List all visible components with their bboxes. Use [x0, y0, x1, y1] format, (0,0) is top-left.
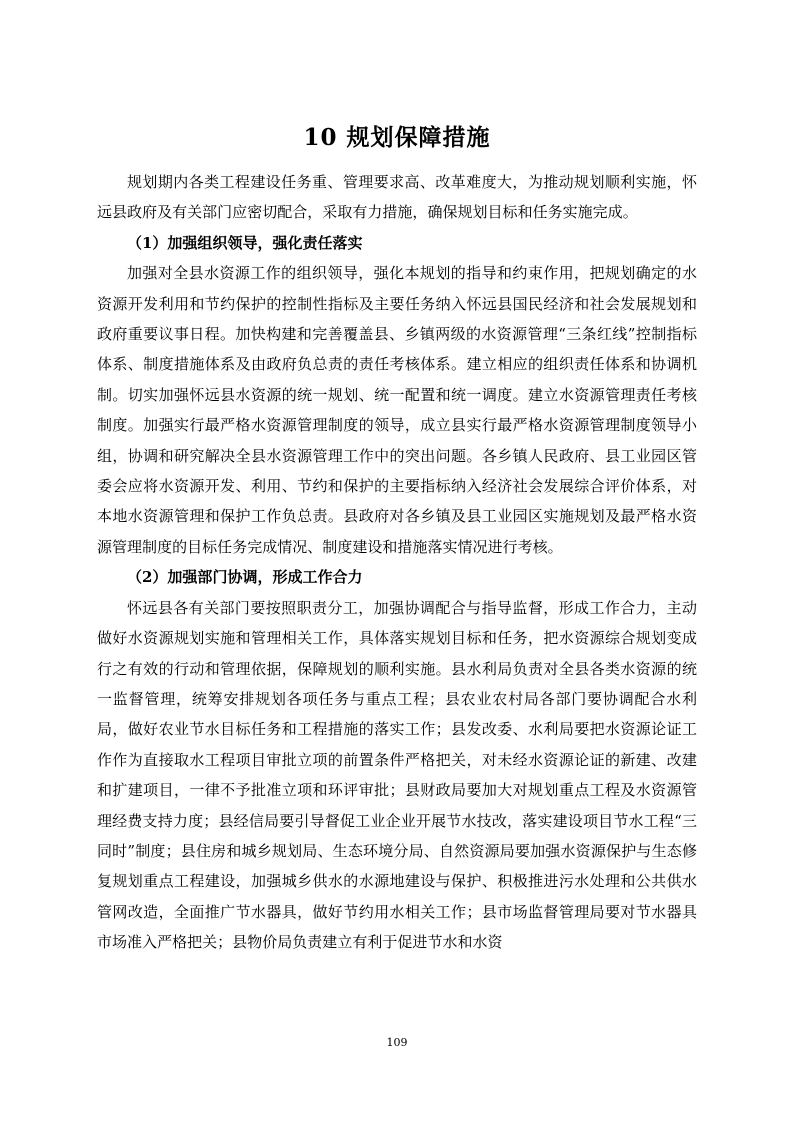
section-heading-2: （2）加强部门协调，形成工作合力 [127, 568, 363, 587]
section-body-1: 加强对全县水资源工作的组织领导，强化本规划的指导和约束作用，把规划确定的水资源开发利用和节约保护的控制性指标及主要任务纳入怀远县国民经济和社会发展规划和政府重要议事日程。加快构建和完善覆盖县、乡镇两级的水资源管理“三条红线”控制指标体系、制度措施体系及由政府负总责的责任考核体系。建立相应的组织责任体系和协调机制。切实加强怀远县水资源的统一规划、统一配置和统一调度。建立水资源管理责任考核制度。加强实行最严格水资源管理制度的领导，成立县实行最严格水资源管理制度领导小组，协调和研究解决全县水资源管理工作中的突出问题。各乡镇人民政府、县工业园区管委会应将水资源开发、利用、节约和保护的主要指标纳入经济社会发展综合评价体系，对本地水资源管理和保护工作负总责。县政府对各乡镇及县工业园区实施规划及最严格水资源管理制度的目标任务完成情况、制度建设和措施落实情况进行考核。 [97, 264, 697, 556]
section-body-2: 怀远县各有关部门要按照职责分工，加强协调配合与指导监督，形成工作合力，主动做好水资源规划实施和管理相关工作，具体落实规划目标和任务，把水资源综合规划变成行之有效的行动和管理依据，保障规划的顺利实施。县水利局负责对全县各类水资源的统一监督管理，统筹安排规划各项任务与重点工程；县农业农村局各部门要协调配合水利局，做好农业节水目标任务和工程措施的落实工作；县发改委、水利局要把水资源论证工作作为直接取水工程项目审批立项的前置条件严格把关，对未经水资源论证的新建、改建和扩建项目，一律不予批准立项和环评审批；县财政局要加大对规划重点工程及水资源管理经费支持力度；县经信局要引导督促工业企业开展节水技改，落实建设项目节水工程“三同时”制度；县住房和城乡规划局、生态环境分局、自然资源局要加强水资源保护与生态修复规划重点工程建设，加强城乡供水的水源地建设与保护、积极推进污水处理和公共供水管网改造，全面推广节水器具，做好节约用水相关工作；县市场监督管理局要对节水器具市场准入严格把关；县物价局负责建立有利于促进节水和水资 [97, 598, 697, 952]
section-heading-1: （1）加强组织领导，强化责任落实 [127, 233, 363, 252]
page-number: 109 [386, 1036, 408, 1049]
intro-paragraph: 规划期内各类工程建设任务重、管理要求高、改革难度大，为推动规划顺利实施，怀远县政府及有关部门应密切配合，采取有力措施，确保规划目标和任务实施完成。 [97, 173, 697, 222]
document-body [97, 167, 697, 958]
page-title: 10 规划保障措施 [303, 124, 491, 151]
